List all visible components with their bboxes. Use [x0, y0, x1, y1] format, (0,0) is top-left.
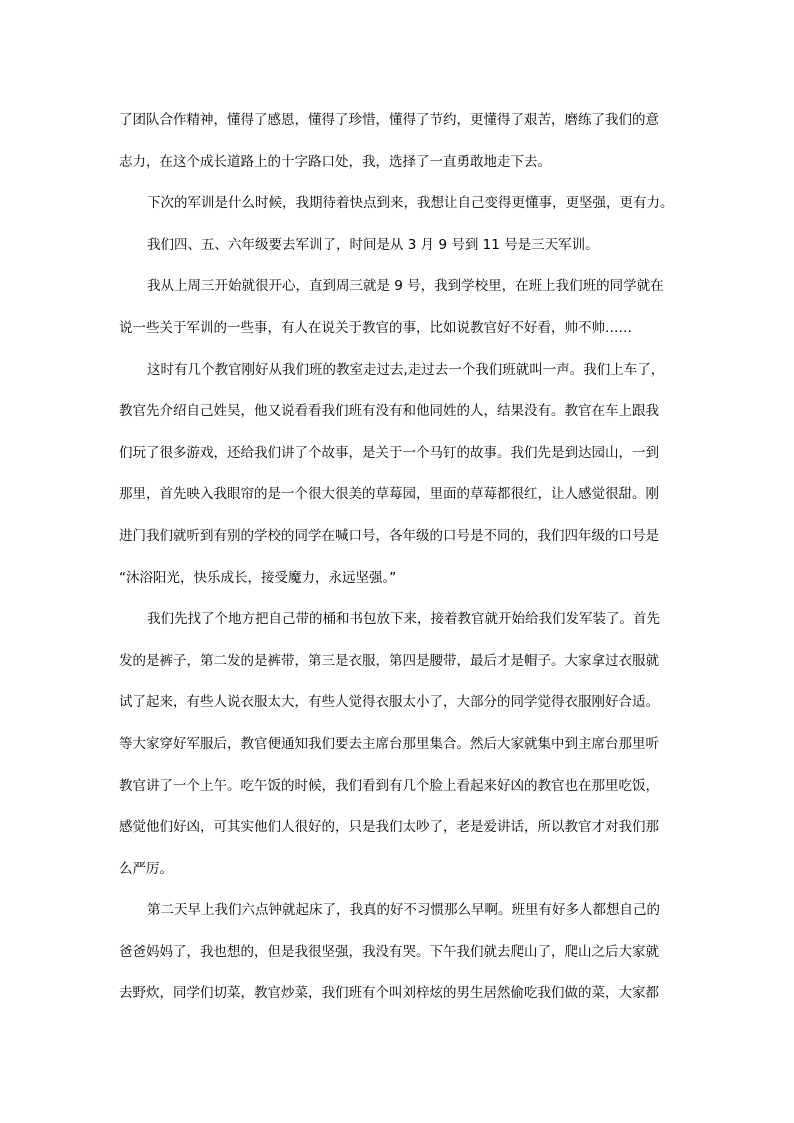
text-line — [119, 599, 679, 641]
text-line: 了团队合作精神，懂得了感恩，懂得了珍惜，懂得了节约，更懂得了艰苦，磨练了我们的意 — [119, 112, 659, 128]
paragraph-7 — [119, 890, 679, 1015]
text-line: 感觉他们好凶，可其实他们人很好的，只是我们太吵了，老是爱讲话，所以教官才对我们那 — [119, 819, 659, 836]
text-line-content: 我从上周三开始就很开心，直到周三就是 9 号，我到学校里，在班上我们班的同学就在 — [147, 278, 664, 295]
text-line: 进门我们就听到有别的学校的同学在喊口号，各年级的口号是不同的，我们四年级的口号是 — [119, 527, 659, 544]
text-line: 们玩了很多游戏，还给我们讲了个故事，是关于一个马钉的故事。我们先是到达园山，一到 — [119, 444, 659, 461]
document-body — [119, 100, 679, 1015]
text-line: 么严厉。 — [119, 860, 173, 877]
text-line: 说一些关于军训的一些事，有人在说关于教官的事，比如说教官好不好看，帅不帅…… — [119, 319, 632, 336]
text-line: 爸爸妈妈了，我也想的，但是我很坚强，我没有哭。下午我们就去爬山了，爬山之后大家就 — [119, 943, 659, 960]
text-line: 试了起来，有些人说衣服太大，有些人觉得衣服太小了，大部分的同学觉得衣服刚好合适。 — [119, 694, 659, 711]
text-line: 那里，首先映入我眼帘的是一个很大很美的草莓园，里面的草莓都很红，让人感觉很甜。刚 — [119, 486, 659, 503]
text-line-content: 我们四、五、六年级要去军训了，时间是从 3 月 9 号到 11 号是三天军训。 — [147, 236, 599, 253]
paragraph-5 — [119, 350, 679, 600]
text-line: 发的是裤子，第二发的是裤带，第三是衣服，第四是腰带，最后才是帽子。大家拿过衣服就 — [119, 652, 659, 669]
text-line — [119, 350, 679, 392]
text-line: 教官讲了一个上午。吃午饭的时候，我们看到有几个脸上看起来好凶的教官也在那里吃饭， — [119, 777, 659, 794]
text-line — [119, 183, 679, 225]
paragraph-2 — [119, 183, 679, 225]
text-line-content: 下次的军训是什么时候，我期待着快点到来，我想让自己变得更懂事，更坚强，更有力。 — [147, 195, 674, 212]
text-line: 去野炊，同学们切菜，教官炒菜，我们班有个叫刘梓炫的男生居然偷吃我们做的菜，大家都 — [119, 985, 659, 1002]
text-line-content: 我们先找了个地方把自己带的桶和书包放下来，接着教官就开始给我们发军装了。首先 — [147, 611, 660, 628]
text-line: “沐浴阳光，快乐成长，接受魔力，永远坚强。” — [119, 569, 397, 586]
text-line-content: 第二天早上我们六点钟就起床了，我真的好不习惯那么早啊。班里有好多人都想自己的 — [147, 902, 660, 919]
text-line: 志力，在这个成长道路上的十字路口处，我，选择了一直勇敢地走下去。 — [119, 153, 551, 170]
paragraph-4 — [119, 266, 679, 349]
paragraph-6 — [119, 599, 679, 890]
text-line — [119, 890, 679, 932]
text-line — [119, 225, 679, 267]
text-line-content: 这时有几个教官刚好从我们班的教室走过去,走过去一个我们班就叫一声。我们上车了， — [147, 361, 665, 378]
text-line — [119, 266, 679, 308]
paragraph-1 — [119, 100, 679, 183]
text-line: 教官先介绍自己姓吴，他又说看看我们班有没有和他同姓的人，结果没有。教官在车上跟我 — [119, 403, 659, 420]
paragraph-3 — [119, 225, 679, 267]
text-line: 等大家穿好军服后，教官便通知我们要去主席台那里集合。然后大家就集中到主席台那里听 — [119, 735, 659, 752]
